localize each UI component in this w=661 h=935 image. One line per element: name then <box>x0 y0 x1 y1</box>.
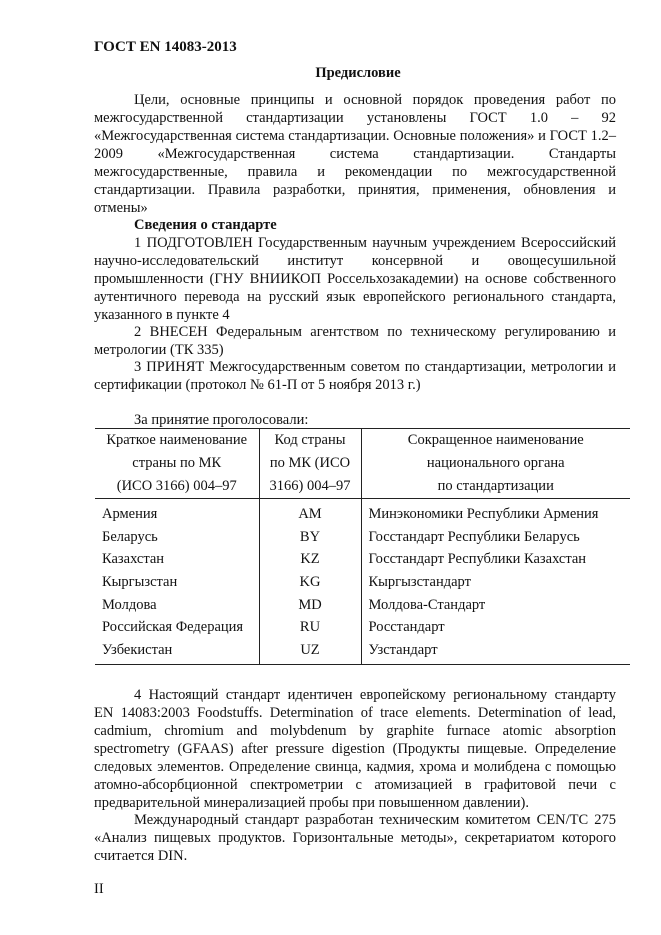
header-country-code: Код страны по МК (ИСО 3166) 004–97 <box>259 429 361 499</box>
country-name-cell: Российская Федерация <box>102 619 244 636</box>
country-name-cell: Армения <box>102 506 158 523</box>
standard-info-item-2: 2 ВНЕСЕН Федеральным агентством по техническому регулированию и метрологии (ТК 335) <box>94 324 616 358</box>
table-row <box>95 499 630 526</box>
national-body-cell: Госстандарт Республики Казахстан <box>361 548 630 571</box>
country-name-cell: Казахстан <box>102 551 165 568</box>
country-code-cell: KG <box>259 571 361 594</box>
national-body-cell: Минэкономики Республики Армения <box>361 499 630 526</box>
country-code-cell: KZ <box>259 548 361 571</box>
vote-table-caption: За принятие проголосовали: <box>134 412 309 428</box>
country-code-cell: UZ <box>259 639 361 665</box>
country-code-cell: RU <box>259 616 361 639</box>
country-code-cell: AM <box>259 499 361 526</box>
standard-info-item-3: 3 ПРИНЯТ Межгосударственным советом по стандартизации, метрологии и сертификации (протокол № 61-П от 5 ноября 2013 г.) <box>94 359 616 393</box>
national-body-cell: Узстандарт <box>361 639 630 665</box>
table-row <box>95 571 630 594</box>
standard-info-title: Сведения о стандарте <box>134 217 277 233</box>
foreword-title: Предисловие <box>315 65 401 81</box>
standard-info-item-4: 4 Настоящий стандарт идентичен европейскому региональному стандарту EN 14083:2003 Foodstuffs. Determination of trace elements. Determination of lead, cadmium, chromium and molybdenum by graphite furnace atomic absorption spectrometry (GFAAS) after pressure digestion (Продукты пищевые. Определение следовых элементов. Определение свинца, кадмия, хрома и молибдена с помощью атомно-абсорбционной спектрометрии с атомизацией в графитовой печи с предварительной минерализацией пробы при повышенном давлении). <box>94 687 616 811</box>
national-body-cell: Молдова-Стандарт <box>361 593 630 616</box>
country-code-cell: MD <box>259 593 361 616</box>
national-body-cell: Госстандарт Республики Беларусь <box>361 526 630 549</box>
developer-paragraph: Международный стандарт разработан техническим комитетом CEN/TC 275 «Анализ пищевых продуктов. Горизонтальные методы», секретариатом которого считается DIN. <box>94 812 616 864</box>
table-row <box>95 526 630 549</box>
foreword-intro-paragraph: Цели, основные принципы и основной порядок проведения работ по межгосударственной стандартизации установлены ГОСТ 1.0 – 92 «Межгосударственная система стандартизации. Основные положения» и ГОСТ 1.2–2009 «Межгосударственная система стандартизации. Стандарты межгосударственные, правила и рекомендации по межгосударственной стандартизации. Правила разработки, принятия, применения, обновления и отмены» <box>94 92 616 216</box>
country-name-cell: Узбекистан <box>95 639 259 665</box>
national-body-cell: Кыргызстандарт <box>361 571 630 594</box>
document-code: ГОСТ EN 14083-2013 <box>94 39 237 55</box>
table-row <box>95 593 630 616</box>
standard-info-item-1: 1 ПОДГОТОВЛЕН Государственным научным учреждением Всероссийский научно-исследовательский институт консервной и овощесушильной промышленности (ГНУ ВНИИКОП Россельхозакадемии) на основе собственного аутентичного перевода на русский язык европейского регионального стандарта, указанного в пункте 4 <box>94 235 616 323</box>
national-body-cell: Росстандарт <box>361 616 630 639</box>
header-country-name: Краткое наименование страны по МК (ИСО 3166) 004–97 <box>95 429 259 499</box>
header-national-body: Сокращенное наименование национального органа по стандартизации <box>361 429 630 499</box>
country-name-cell: Кыргызстан <box>102 574 178 591</box>
table-row <box>95 548 630 571</box>
country-name-cell: Беларусь <box>102 528 158 545</box>
vote-table-header-row <box>95 429 630 499</box>
country-code-cell: BY <box>259 526 361 549</box>
table-row <box>95 639 630 665</box>
table-row <box>95 616 630 639</box>
vote-table <box>95 428 630 665</box>
country-name-cell: Молдова <box>102 596 157 613</box>
page-number: II <box>94 881 104 897</box>
